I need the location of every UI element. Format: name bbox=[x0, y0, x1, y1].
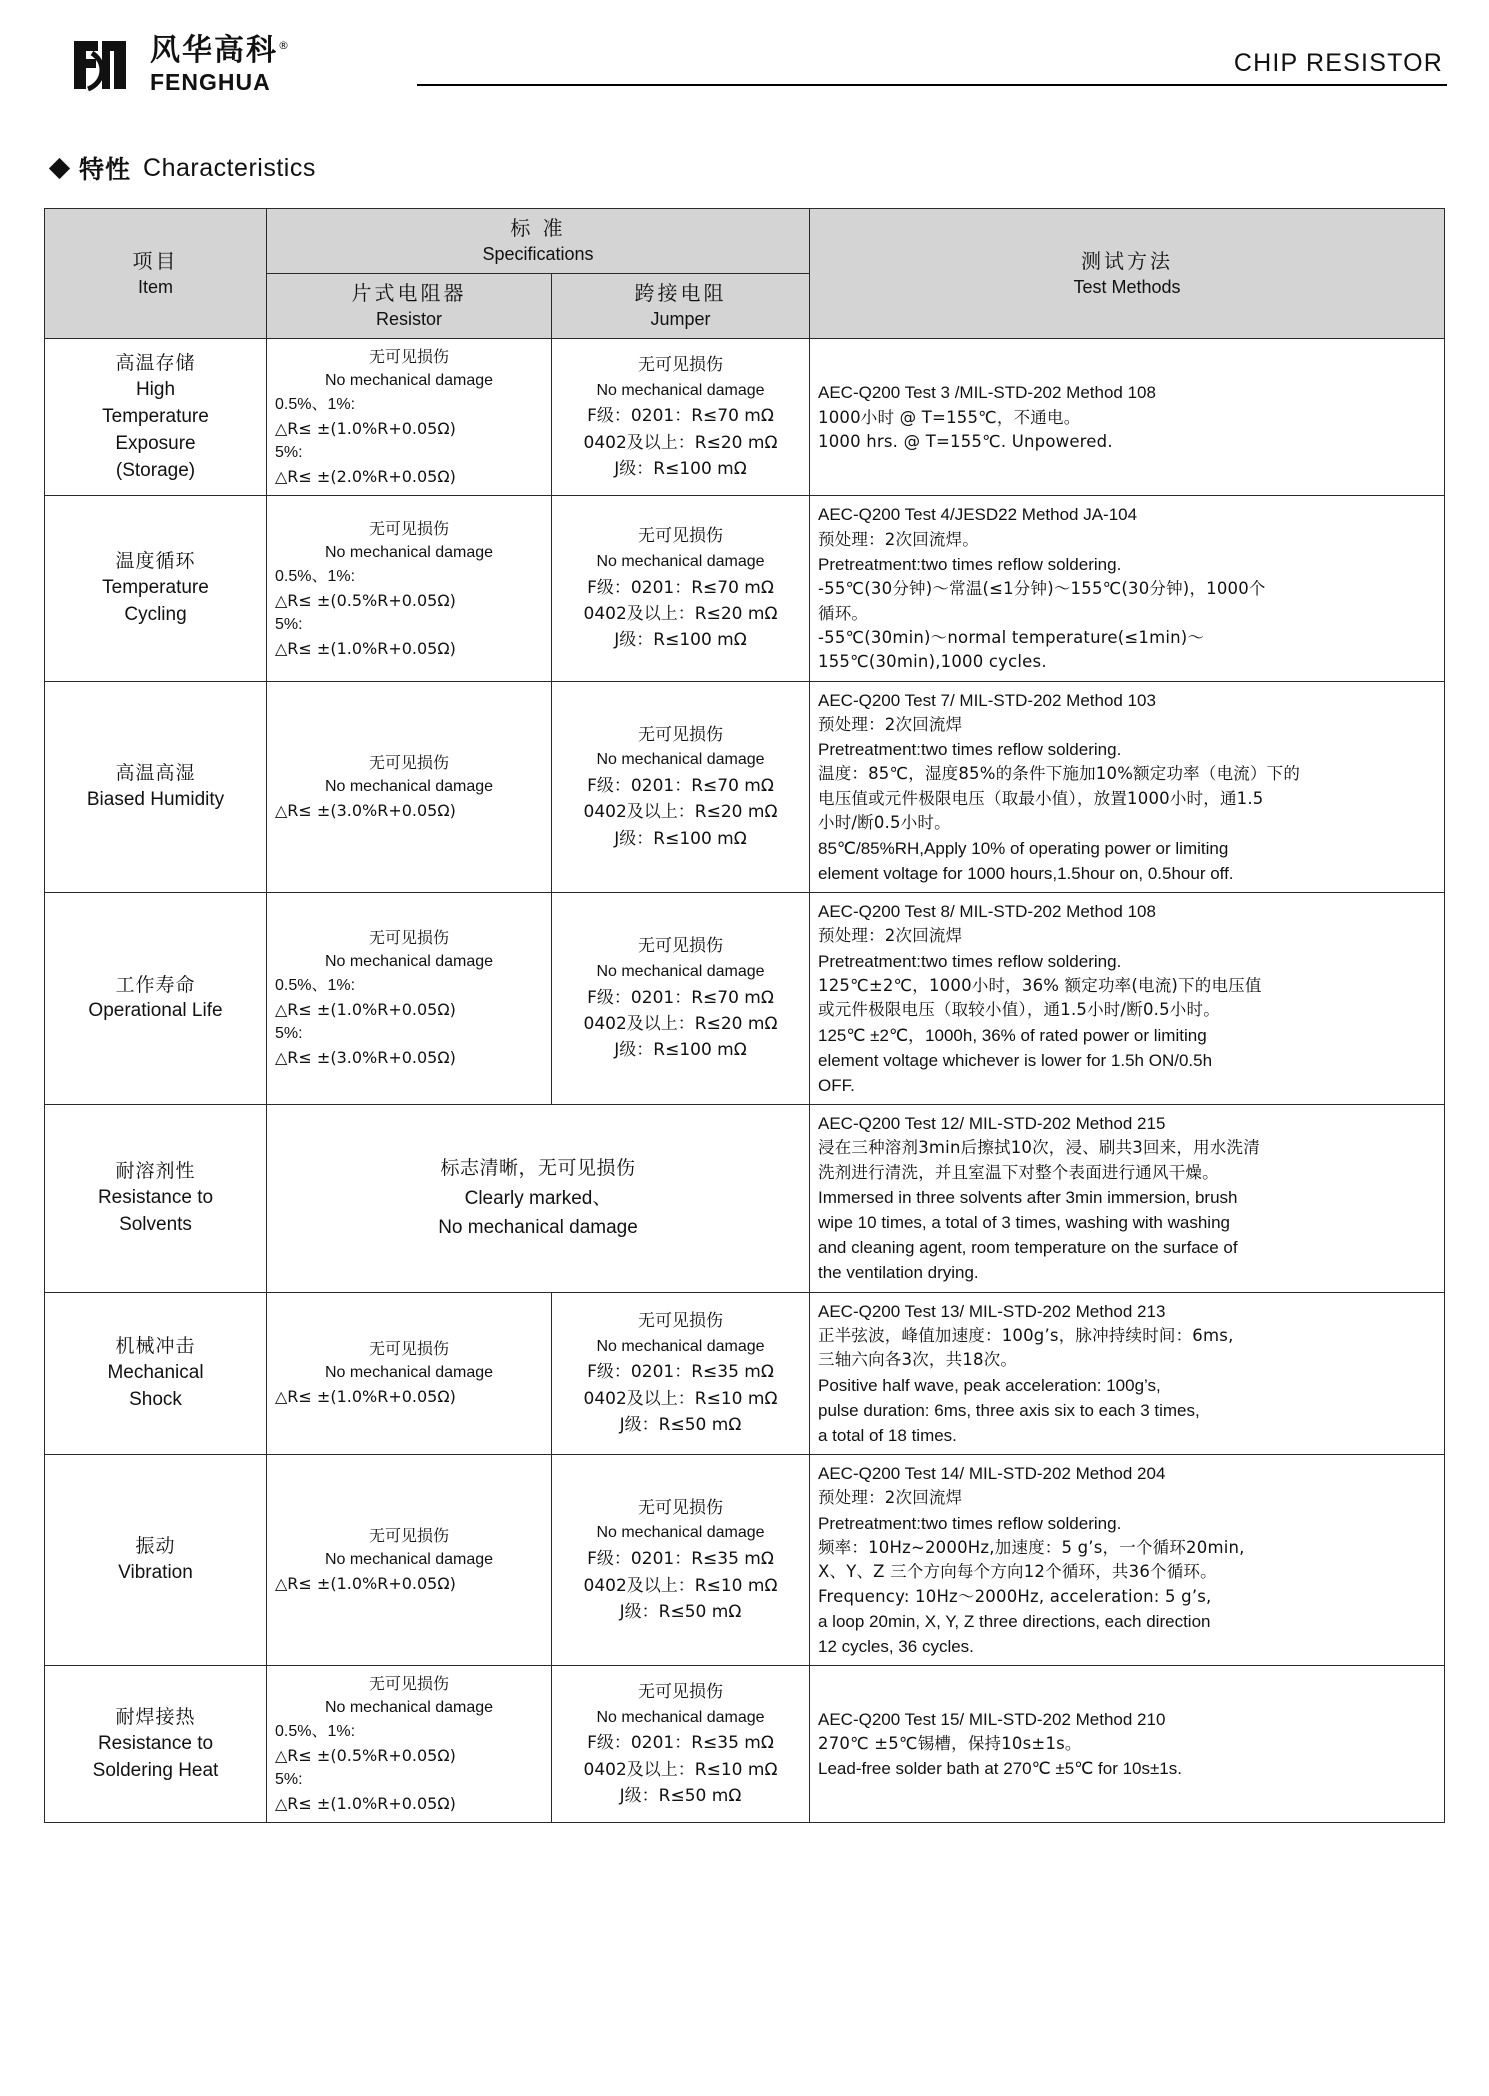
test-line: a loop 20min, X, Y, Z three directions, each direction bbox=[818, 1611, 1211, 1631]
spec-line: No mechanical damage bbox=[324, 543, 494, 561]
test-line: 小时/断0.5小时。 bbox=[818, 813, 951, 833]
spec-line: △R≤ ±(1.0%R+0.05Ω) bbox=[275, 1574, 456, 1594]
test-line: AEC-Q200 Test 8/ MIL-STD-202 Method 108 bbox=[818, 901, 1156, 921]
spec-line: 5%: bbox=[275, 1771, 303, 1789]
spec-line: 0402及以上：R≤10 mΩ bbox=[583, 1759, 778, 1780]
page-header bbox=[42, 22, 1447, 108]
row-item-en: Operational Life bbox=[88, 1000, 223, 1022]
test-line: Immersed in three solvents after 3min immersion, brush bbox=[818, 1187, 1238, 1207]
registered-mark: ® bbox=[278, 39, 291, 52]
row-item-en: Solvents bbox=[119, 1213, 192, 1235]
spec-line: △R≤ ±(3.0%R+0.05Ω) bbox=[275, 800, 456, 820]
row-test-method bbox=[810, 339, 1445, 496]
row-item-cn: 机械冲击 bbox=[115, 1334, 196, 1357]
characteristics-table bbox=[44, 208, 1445, 1823]
spec-line: 0402及以上：R≤10 mΩ bbox=[583, 1575, 778, 1596]
row-item-en: Mechanical bbox=[107, 1361, 204, 1383]
col-header-jumper bbox=[552, 274, 810, 339]
table-row bbox=[45, 892, 1445, 1104]
row-item-en: Resistance to bbox=[97, 1732, 214, 1754]
test-line: a total of 18 times. bbox=[818, 1425, 957, 1445]
row-item-label bbox=[45, 1455, 267, 1666]
test-line: 或元件极限电压（取较小值），通1.5小时/断0.5小时。 bbox=[818, 1000, 1220, 1020]
spec-line: J级：R≤100 mΩ bbox=[614, 630, 747, 651]
test-line: AEC-Q200 Test 7/ MIL-STD-202 Method 103 bbox=[818, 690, 1156, 710]
test-line: 循环。 bbox=[818, 603, 869, 623]
table-body bbox=[45, 339, 1445, 1823]
page-title: CHIP RESISTOR bbox=[1233, 49, 1443, 77]
spec-line: F级：0201：R≤35 mΩ bbox=[587, 1733, 774, 1754]
spec-line: J级：R≤50 mΩ bbox=[619, 1415, 742, 1436]
test-line: AEC-Q200 Test 14/ MIL-STD-202 Method 204 bbox=[818, 1464, 1166, 1483]
spec-line: 0.5%、1%: bbox=[275, 396, 356, 414]
test-line: 温度：85℃，湿度85%的条件下施加10%额定功率（电流）下的 bbox=[818, 764, 1301, 784]
spec-line: 无可见损伤 bbox=[638, 1311, 723, 1332]
row-item-en: Temperature bbox=[102, 577, 209, 599]
fenghua-logo-icon bbox=[68, 37, 136, 93]
table-header bbox=[45, 209, 1445, 339]
row-spec-resistor bbox=[267, 892, 552, 1104]
test-line: AEC-Q200 Test 3 /MIL-STD-202 Method 108 bbox=[818, 383, 1156, 403]
test-line: Pretreatment:two times reflow soldering. bbox=[818, 554, 1122, 574]
row-item-cn: 振动 bbox=[135, 1535, 176, 1558]
spec-line: No mechanical damage bbox=[324, 777, 494, 795]
col-header-test-methods bbox=[810, 209, 1445, 339]
row-spec-resistor bbox=[267, 681, 552, 892]
col-header-test-en: Test Methods bbox=[1073, 276, 1181, 297]
table-row bbox=[45, 681, 1445, 892]
row-spec-resistor bbox=[267, 1292, 552, 1454]
row-item-en: Cycling bbox=[124, 604, 187, 626]
col-header-item bbox=[45, 209, 267, 339]
row-item-label bbox=[45, 1292, 267, 1454]
test-line: AEC-Q200 Test 13/ MIL-STD-202 Method 213 bbox=[818, 1301, 1166, 1321]
col-header-spec-en: Specifications bbox=[482, 244, 594, 264]
spec-line: △R≤ ±(1.0%R+0.05Ω) bbox=[275, 1000, 456, 1020]
test-line: Pretreatment:two times reflow soldering. bbox=[818, 740, 1122, 760]
row-spec-jumper bbox=[552, 339, 810, 496]
spec-line: 无可见损伤 bbox=[638, 526, 723, 547]
spec-line: No mechanical damage bbox=[324, 372, 494, 390]
spec-line: No mechanical damage bbox=[324, 1699, 494, 1717]
spec-line: No mechanical damage bbox=[438, 1216, 638, 1238]
spec-line: No mechanical damage bbox=[596, 751, 765, 769]
section-title-en: Characteristics bbox=[143, 153, 316, 182]
test-line: the ventilation drying. bbox=[818, 1263, 979, 1283]
col-header-jumper-en: Jumper bbox=[650, 309, 711, 330]
test-line: OFF. bbox=[818, 1075, 855, 1095]
test-line: 预处理：2次回流焊。 bbox=[818, 529, 979, 549]
spec-line: 5%: bbox=[275, 1025, 303, 1043]
spec-line: 无可见损伤 bbox=[368, 518, 449, 538]
spec-line: 5%: bbox=[275, 444, 303, 462]
spec-line: △R≤ ±(0.5%R+0.05Ω) bbox=[275, 590, 456, 610]
test-line: wipe 10 times, a total of 3 times, washing with washing bbox=[818, 1213, 1230, 1233]
row-item-en: Exposure bbox=[115, 432, 196, 454]
table-row bbox=[45, 496, 1445, 681]
header-divider bbox=[417, 84, 1447, 86]
spec-line: J级：R≤100 mΩ bbox=[614, 459, 747, 480]
test-line: 电压值或元件极限电压（取最小值），放置1000小时，通1.5 bbox=[818, 788, 1264, 808]
row-spec-jumper bbox=[552, 1292, 810, 1454]
row-item-en: Temperature bbox=[102, 405, 209, 427]
spec-line: F级：0201：R≤35 mΩ bbox=[587, 1362, 774, 1383]
spec-line: △R≤ ±(0.5%R+0.05Ω) bbox=[275, 1746, 456, 1766]
spec-line: No mechanical damage bbox=[324, 953, 494, 971]
col-header-item-en: Item bbox=[137, 276, 173, 297]
row-item-cn: 耐焊接热 bbox=[115, 1705, 196, 1728]
test-line: 155℃(30min),1000 cycles. bbox=[818, 652, 1047, 672]
spec-line: No mechanical damage bbox=[596, 1708, 765, 1726]
spec-line: 无可见损伤 bbox=[638, 355, 723, 376]
spec-line: No mechanical damage bbox=[596, 381, 765, 399]
section-title-cn: 特性 bbox=[79, 155, 132, 184]
test-line: pulse duration: 6ms, three axis six to each 3 times, bbox=[818, 1400, 1200, 1420]
spec-line: F级：0201：R≤70 mΩ bbox=[587, 406, 774, 427]
spec-line: J级：R≤50 mΩ bbox=[619, 1601, 742, 1622]
table-row bbox=[45, 1292, 1445, 1454]
spec-line: 无可见损伤 bbox=[638, 724, 723, 745]
row-test-method bbox=[810, 681, 1445, 892]
test-line: X、Y、Z 三个方向每个方向12个循环，共36个循环。 bbox=[818, 1562, 1217, 1582]
spec-line: △R≤ ±(1.0%R+0.05Ω) bbox=[275, 419, 456, 439]
test-line: Pretreatment:two times reflow soldering. bbox=[818, 951, 1122, 971]
test-line: Lead-free solder bath at 270℃ ±5℃ for 10s±1s. bbox=[818, 1759, 1182, 1779]
section-heading bbox=[52, 150, 1447, 186]
col-header-item-cn: 项目 bbox=[132, 248, 179, 273]
row-spec-resistor bbox=[267, 339, 552, 496]
row-test-method bbox=[810, 1455, 1445, 1666]
col-header-specifications bbox=[267, 209, 810, 274]
spec-line: F级：0201：R≤70 mΩ bbox=[587, 987, 774, 1008]
test-line: AEC-Q200 Test 15/ MIL-STD-202 Method 210 bbox=[818, 1709, 1166, 1729]
table-row bbox=[45, 1666, 1445, 1823]
spec-line: No mechanical damage bbox=[596, 962, 765, 980]
row-item-cn: 高温存储 bbox=[115, 351, 196, 374]
test-line: AEC-Q200 Test 4/JESD22 Method JA-104 bbox=[818, 505, 1138, 525]
row-test-method bbox=[810, 1292, 1445, 1454]
test-line: 预处理：2次回流焊 bbox=[818, 926, 963, 946]
row-test-method bbox=[810, 496, 1445, 681]
col-header-resistor-en: Resistor bbox=[375, 309, 442, 330]
row-spec-jumper bbox=[552, 681, 810, 892]
test-line: 浸在三种溶剂3min后擦拭10次，浸、刷共3回来，用水洗清 bbox=[818, 1138, 1260, 1158]
spec-line: 0402及以上：R≤20 mΩ bbox=[583, 603, 778, 624]
company-name-cn: 风华高科® bbox=[150, 33, 291, 68]
row-spec-resistor bbox=[267, 496, 552, 681]
row-spec-jumper bbox=[552, 1666, 810, 1823]
col-header-resistor-cn: 片式电阻器 bbox=[351, 281, 467, 306]
spec-line: △R≤ ±(1.0%R+0.05Ω) bbox=[275, 1794, 456, 1814]
row-item-en: High bbox=[135, 378, 176, 400]
spec-line: 0.5%、1%: bbox=[275, 977, 356, 995]
test-line: 1000小时 @ T=155℃，不通电。 bbox=[818, 407, 1081, 427]
row-item-label bbox=[45, 339, 267, 496]
test-line: element voltage whichever is lower for 1.5h ON/0.5h bbox=[818, 1050, 1213, 1070]
row-test-method bbox=[810, 892, 1445, 1104]
test-line: 125℃ ±2℃，1000h, 36% of rated power or limiting bbox=[818, 1025, 1207, 1045]
test-line: 预处理：2次回流焊 bbox=[818, 1488, 963, 1508]
row-item-en: Soldering Heat bbox=[92, 1759, 219, 1781]
spec-line: F级：0201：R≤70 mΩ bbox=[587, 577, 774, 598]
row-spec-jumper bbox=[552, 892, 810, 1104]
row-spec-resistor bbox=[267, 1666, 552, 1823]
test-line: 85℃/85%RH,Apply 10% of operating power or limiting bbox=[818, 838, 1229, 858]
row-spec-merged bbox=[267, 1104, 810, 1292]
spec-line: No mechanical damage bbox=[324, 1551, 494, 1569]
spec-line: 无可见损伤 bbox=[368, 1339, 449, 1359]
row-item-en: Vibration bbox=[118, 1562, 193, 1584]
test-line: Frequency: 10Hz～2000Hz, acceleration: 5 g’s, bbox=[818, 1586, 1212, 1606]
test-line: 洗剂进行清洗，并且室温下对整个表面进行通风干燥。 bbox=[818, 1162, 1219, 1182]
spec-line: 无可见损伤 bbox=[368, 928, 449, 948]
spec-line: △R≤ ±(1.0%R+0.05Ω) bbox=[275, 638, 456, 658]
spec-line: 无可见损伤 bbox=[638, 1498, 723, 1519]
test-line: and cleaning agent, room temperature on the surface of bbox=[818, 1238, 1238, 1258]
spec-line: △R≤ ±(2.0%R+0.05Ω) bbox=[275, 467, 456, 487]
test-line: AEC-Q200 Test 12/ MIL-STD-202 Method 215 bbox=[818, 1113, 1166, 1133]
spec-line: Clearly marked、 bbox=[464, 1187, 612, 1209]
spec-line: 0402及以上：R≤20 mΩ bbox=[583, 1013, 778, 1034]
company-name-en: FENGHUA bbox=[150, 69, 271, 95]
row-test-method bbox=[810, 1104, 1445, 1292]
row-spec-jumper bbox=[552, 1455, 810, 1666]
spec-line: F级：0201：R≤35 mΩ bbox=[587, 1549, 774, 1570]
test-line: 125℃±2℃，1000小时，36% 额定功率(电流)下的电压值 bbox=[818, 975, 1262, 995]
spec-line: F级：0201：R≤70 mΩ bbox=[587, 775, 774, 796]
row-item-label bbox=[45, 892, 267, 1104]
row-test-method bbox=[810, 1666, 1445, 1823]
spec-line: 0402及以上：R≤10 mΩ bbox=[583, 1388, 778, 1409]
spec-line: 0402及以上：R≤20 mΩ bbox=[583, 432, 778, 453]
spec-line: △R≤ ±(3.0%R+0.05Ω) bbox=[275, 1048, 456, 1068]
row-item-label bbox=[45, 1666, 267, 1823]
row-item-en: Resistance to bbox=[97, 1186, 214, 1208]
spec-line: △R≤ ±(1.0%R+0.05Ω) bbox=[275, 1387, 456, 1407]
table-row bbox=[45, 339, 1445, 496]
spec-line: J级：R≤100 mΩ bbox=[614, 828, 747, 849]
row-item-en: (Storage) bbox=[115, 459, 196, 481]
spec-line: 0402及以上：R≤20 mΩ bbox=[583, 802, 778, 823]
test-line: -55℃(30分钟)～常温(≤1分钟)～155℃(30分钟)，1000个 bbox=[818, 579, 1266, 599]
test-line: 12 cycles, 36 cycles. bbox=[818, 1637, 974, 1657]
test-line: element voltage for 1000 hours,1.5hour on, 0.5hour off. bbox=[818, 863, 1234, 883]
spec-line: No mechanical damage bbox=[324, 1364, 494, 1382]
row-item-label bbox=[45, 681, 267, 892]
test-line: 频率：10Hz~2000Hz,加速度：5 g’s，一个循环20min, bbox=[818, 1537, 1245, 1557]
test-line: 1000 hrs. @ T=155℃. Unpowered. bbox=[818, 431, 1113, 451]
spec-line: 5%: bbox=[275, 615, 303, 633]
test-line: 三轴六向各3次，共18次。 bbox=[818, 1350, 1018, 1370]
table-header-row-1 bbox=[45, 209, 1445, 274]
test-line: 正半弦波，峰值加速度：100g’s，脉冲持续时间：6ms, bbox=[818, 1325, 1234, 1345]
spec-line: 无可见损伤 bbox=[368, 752, 449, 772]
spec-line: 无可见损伤 bbox=[368, 1674, 449, 1694]
col-header-spec-cn: 标 准 bbox=[510, 216, 566, 240]
row-item-cn: 高温高湿 bbox=[115, 761, 196, 784]
spec-line: 0.5%、1%: bbox=[275, 1723, 356, 1741]
row-item-label bbox=[45, 1104, 267, 1292]
test-line: Pretreatment:two times reflow soldering. bbox=[818, 1513, 1122, 1533]
spec-line: No mechanical damage bbox=[596, 1337, 765, 1355]
table-row bbox=[45, 1104, 1445, 1292]
row-item-cn: 温度循环 bbox=[115, 550, 196, 573]
row-item-cn: 工作寿命 bbox=[115, 973, 196, 996]
diamond-bullet-icon bbox=[49, 157, 70, 178]
spec-line: 无可见损伤 bbox=[638, 936, 723, 957]
test-line: 270℃ ±5℃锡槽，保持10s±1s。 bbox=[818, 1734, 1082, 1754]
spec-line: 标志清晰，无可见损伤 bbox=[440, 1157, 636, 1180]
spec-line: No mechanical damage bbox=[596, 1524, 765, 1542]
col-header-test-cn: 测试方法 bbox=[1081, 248, 1173, 273]
row-spec-jumper bbox=[552, 496, 810, 681]
spec-line: J级：R≤50 mΩ bbox=[619, 1785, 742, 1806]
table-row bbox=[45, 1455, 1445, 1666]
test-line: -55℃(30min)～normal temperature(≤1min)～ bbox=[818, 627, 1205, 647]
row-item-en: Shock bbox=[129, 1388, 182, 1410]
spec-line: 无可见损伤 bbox=[368, 1526, 449, 1546]
row-item-cn: 耐溶剂性 bbox=[115, 1159, 196, 1182]
col-header-jumper-cn: 跨接电阻 bbox=[634, 281, 727, 306]
spec-line: 0.5%、1%: bbox=[275, 567, 356, 585]
test-line: 预处理：2次回流焊 bbox=[818, 714, 963, 734]
row-spec-resistor bbox=[267, 1455, 552, 1666]
spec-line: No mechanical damage bbox=[596, 552, 765, 570]
company-logo bbox=[42, 33, 291, 95]
company-name bbox=[150, 33, 291, 95]
spec-line: J级：R≤100 mΩ bbox=[614, 1040, 747, 1061]
test-line: Positive half wave, peak acceleration: 100g’s, bbox=[818, 1375, 1161, 1395]
col-header-resistor bbox=[267, 274, 552, 339]
spec-line: 无可见损伤 bbox=[638, 1682, 723, 1703]
row-item-en: Biased Humidity bbox=[86, 788, 225, 810]
spec-line: 无可见损伤 bbox=[368, 347, 449, 367]
row-item-label bbox=[45, 496, 267, 681]
